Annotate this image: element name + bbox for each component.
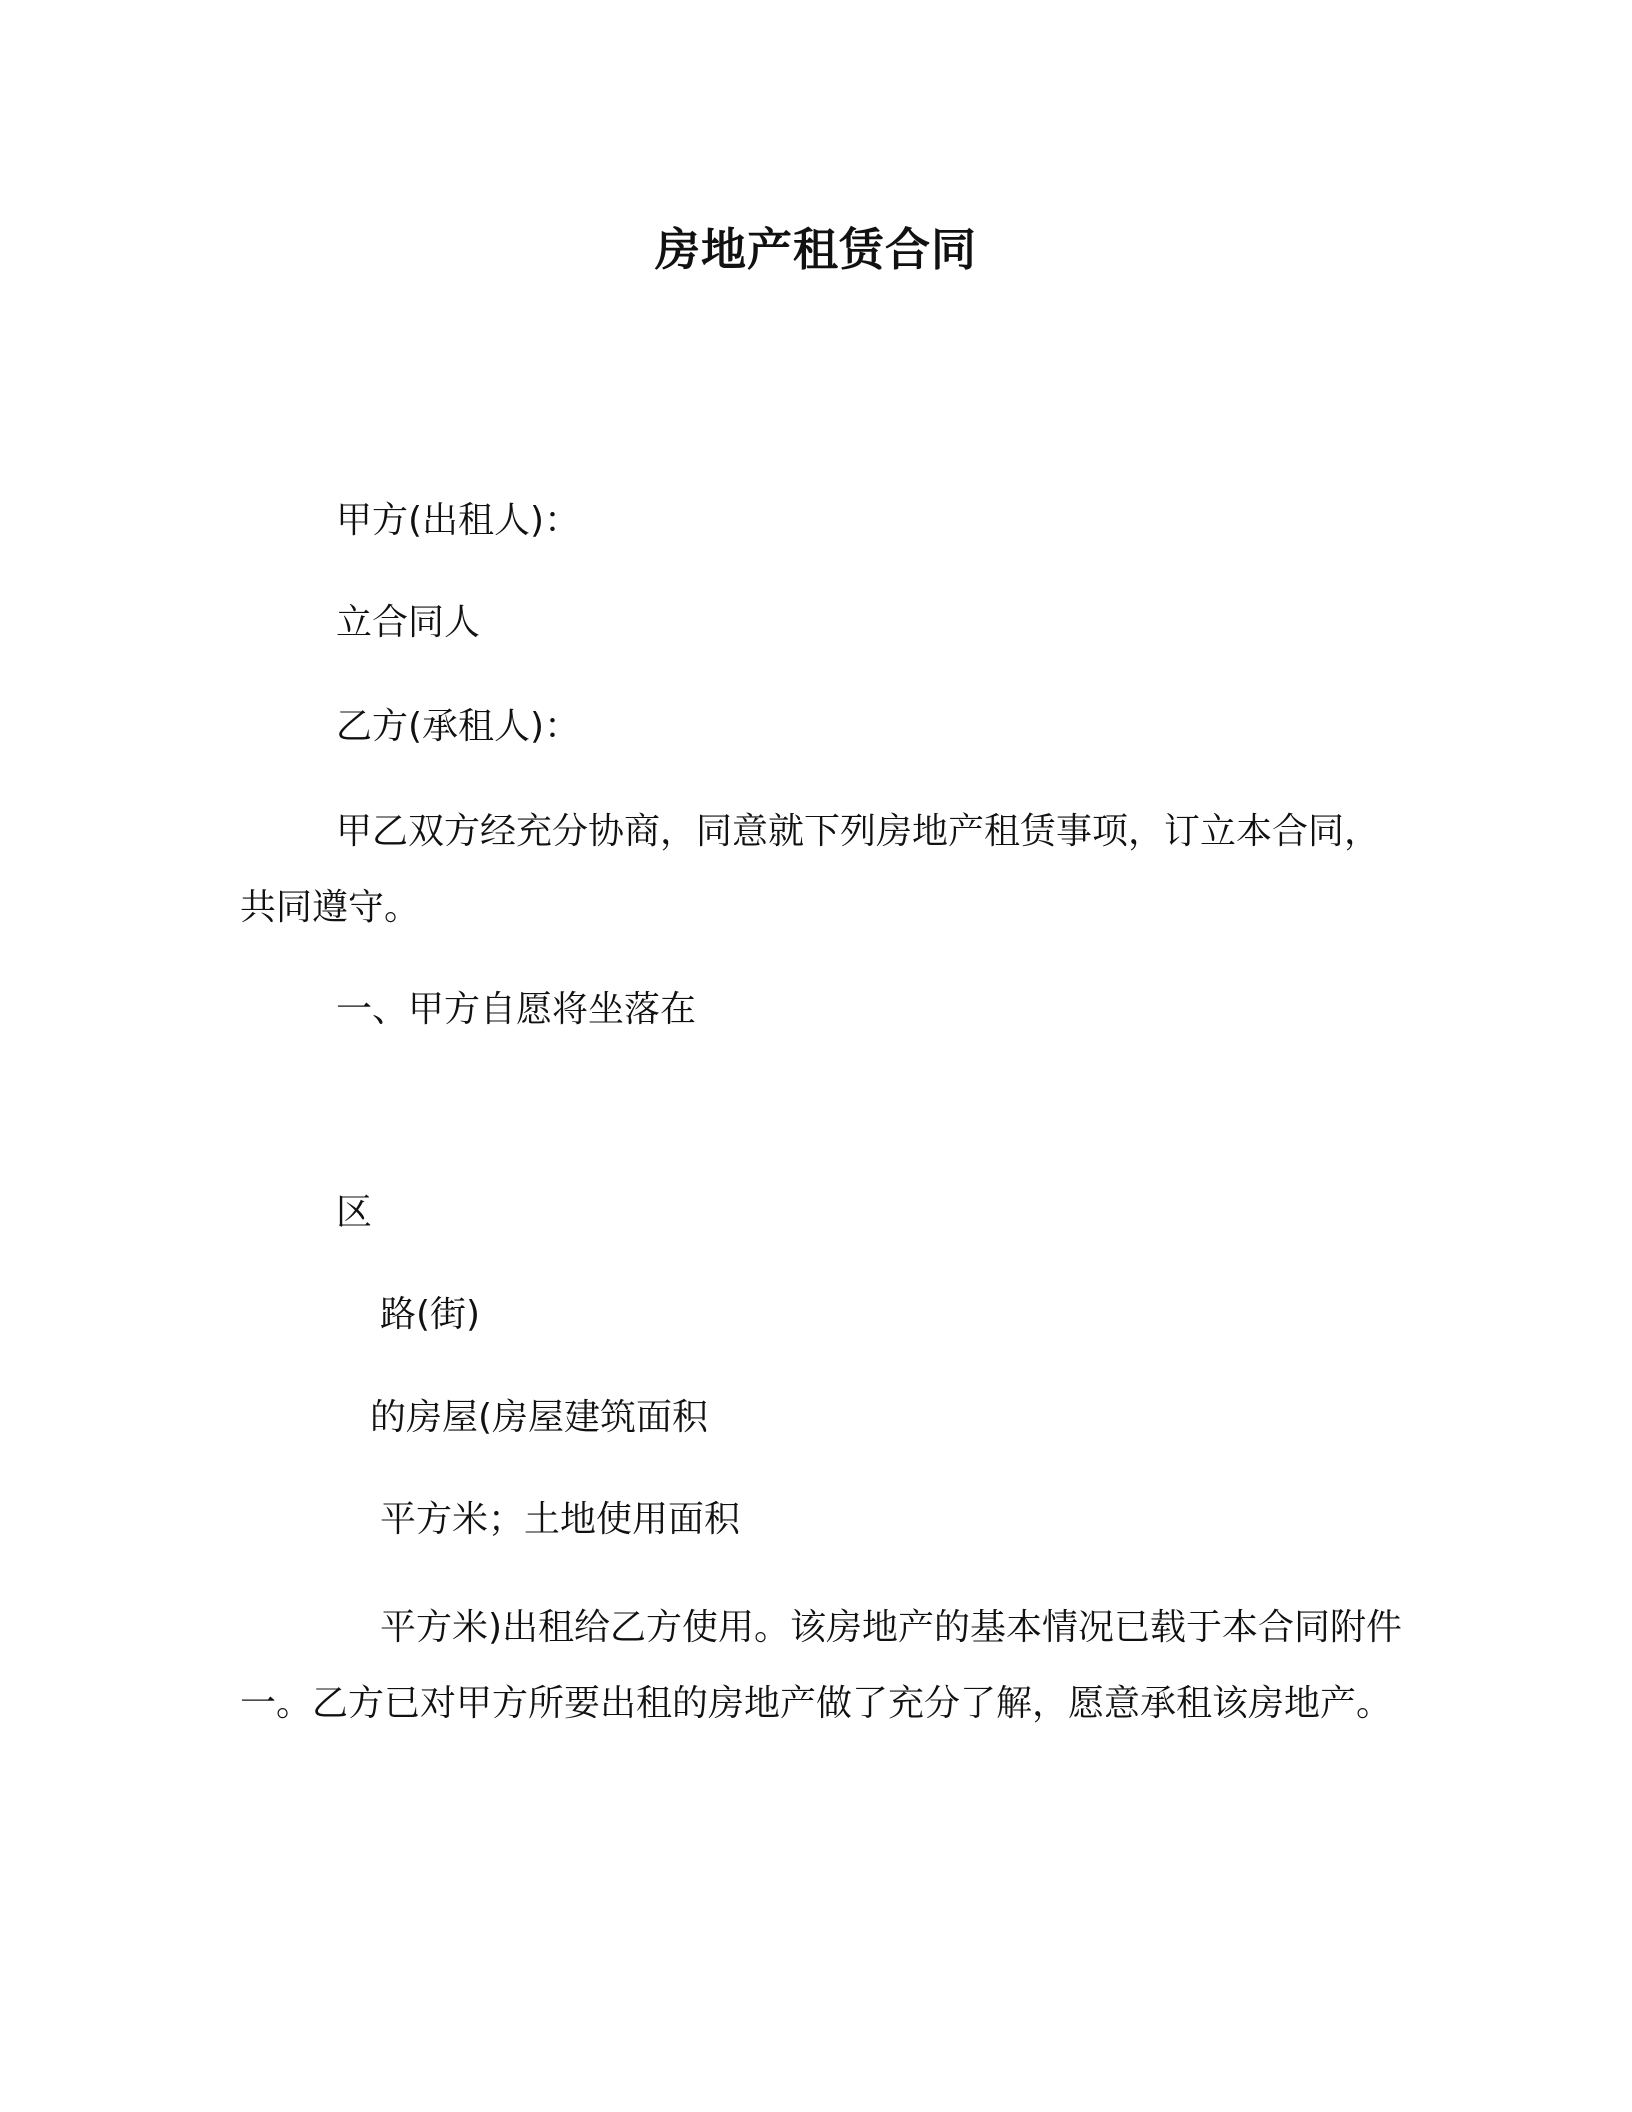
house-area-label: 的房屋(房屋建筑面积 [370,1397,709,1438]
district-field: 区 [336,1192,373,1233]
signatory-label: 立合同人 [336,602,481,643]
land-area-label: 平方米；土地使用面积 [380,1499,741,1540]
lessee-label: 乙方(承租人)： [336,706,581,747]
preamble-paragraph: 甲乙双方经充分协商，同意就下列房地产租赁事项，订立本合同，共同遵守。 [240,811,1381,928]
document-title: 房地产租赁合同 [654,223,977,276]
lessor-label: 甲方(出租人)： [336,500,581,541]
clause-1-intro: 一、甲方自愿将坐落在 [336,989,697,1030]
clause-1-body: 平方米)出租给乙方使用。该房地产的基本情况已载于本合同附件一。乙方已对甲方所要出租的房地产做了充分了解，愿意承租该房地产。 [240,1607,1403,1724]
road-field: 路(街) [380,1294,481,1335]
